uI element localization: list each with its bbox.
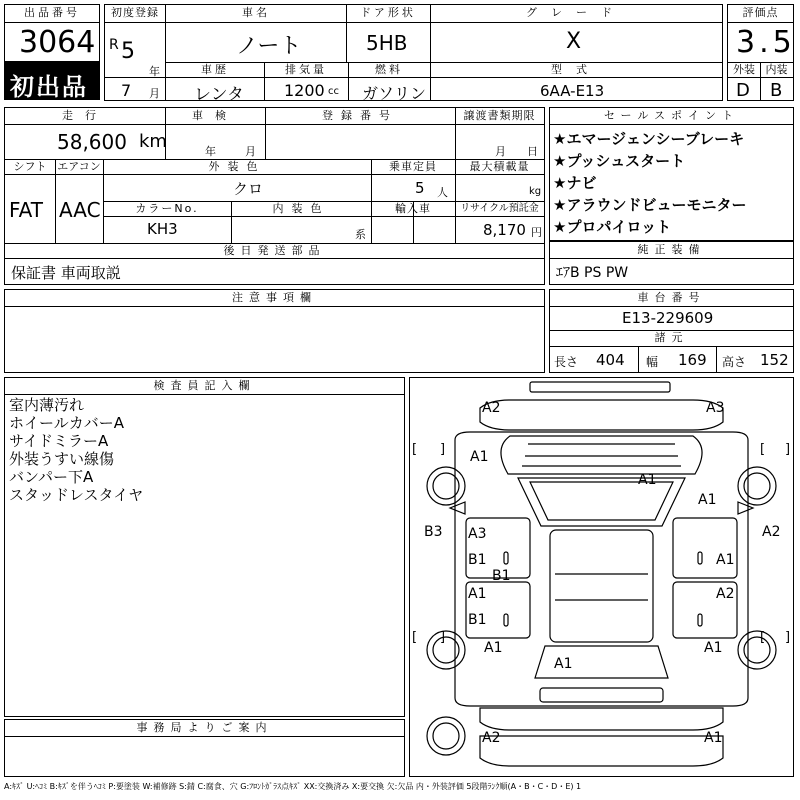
history-label: 車歴	[201, 63, 229, 76]
inspector-notes	[9, 396, 143, 504]
equipment-value: ｴｱB PS PW	[556, 265, 629, 281]
office-label: 事務局よりご案内	[136, 721, 273, 734]
inspection-label: 車検	[192, 109, 238, 122]
displacement-value: 1200	[284, 81, 325, 100]
car-diagram	[410, 378, 793, 776]
equipment-box	[549, 241, 794, 285]
reg-month: 7	[121, 81, 132, 100]
interior-label: 内装	[765, 63, 788, 76]
int-color-unit: 系	[355, 228, 366, 241]
color-no-value: KH3	[147, 220, 178, 238]
exterior-grade: D	[736, 80, 750, 101]
damage-mark: A1	[716, 552, 735, 568]
dims-label: 諸元	[654, 331, 689, 344]
capacity-value: 5	[415, 179, 425, 197]
office-box	[4, 719, 405, 777]
inspector-line: スタッドレスタイヤ	[9, 486, 144, 504]
recycle-value: 8,170	[483, 221, 526, 239]
shift-label: シフト	[13, 160, 47, 173]
damage-mark: A1	[470, 449, 489, 465]
selling-points-label: セールスポイント	[603, 109, 739, 122]
selling-point-item: ★プッシュスタート	[553, 152, 686, 170]
bracket-left-top: [	[412, 442, 418, 457]
color-no-label: カラーNo.	[135, 202, 199, 215]
damage-mark: A2	[482, 400, 501, 416]
inspector-line: 室内薄汚れ	[9, 396, 85, 414]
length-label: 長さ	[554, 355, 579, 369]
model-label: 型式	[551, 63, 601, 76]
recycle-label: リサイクル預託金	[460, 203, 539, 214]
selling-point-item: ★ナビ	[553, 174, 597, 192]
deadline-day-unit: 日	[527, 145, 538, 158]
bracket-right-top-close: ]	[785, 442, 791, 457]
damage-mark: A3	[468, 526, 487, 542]
width-value: 169	[678, 351, 707, 369]
height-value: 152	[760, 351, 789, 369]
insp-year-unit: 年	[205, 145, 216, 158]
damage-mark: B1	[468, 612, 487, 628]
import-label: 輸入車	[395, 202, 431, 215]
chassis-box	[549, 289, 794, 373]
inspector-box	[4, 377, 405, 717]
details-box	[4, 107, 545, 285]
lot-number-label: 出品番号	[24, 6, 80, 19]
damage-mark: A3	[706, 400, 725, 416]
selling-points-list	[553, 128, 746, 238]
bracket-left-bot-close: ]	[440, 630, 446, 645]
history-value: レンタ	[194, 85, 244, 105]
inspector-line: サイドミラーA	[9, 432, 109, 450]
later-parts-label: 後日発送部品	[223, 244, 326, 257]
chassis-label: 車台番号	[637, 291, 706, 304]
mileage-label: 走行	[62, 109, 108, 122]
grade-value: X	[566, 29, 582, 54]
lot-number-box	[4, 4, 100, 62]
chassis-number: E13-229609	[622, 309, 714, 327]
insp-month-unit: 月	[245, 145, 256, 158]
score-value: 3.5	[736, 25, 796, 60]
mileage-unit: km	[139, 131, 167, 152]
door-type: 5HB	[366, 31, 408, 55]
score-box	[727, 4, 794, 101]
recycle-unit: 円	[531, 226, 542, 239]
ext-color-value: クロ	[233, 180, 264, 198]
notes-box	[4, 289, 545, 373]
width-label: 幅	[646, 355, 659, 369]
damage-mark: A2	[716, 586, 735, 602]
damage-mark: A1	[484, 640, 503, 656]
height-label: 高さ	[722, 355, 747, 369]
deadline-month-unit: 月	[495, 145, 506, 158]
damage-mark: A2	[482, 730, 501, 746]
name-label: 車名	[242, 6, 270, 19]
length-value: 404	[596, 351, 625, 369]
shift-value: FAT	[9, 198, 44, 222]
selling-point-item: ★プロパイロット	[553, 218, 672, 236]
fuel-label: 燃料	[375, 63, 403, 76]
ac-label: エアコン	[57, 160, 101, 173]
selling-point-item: ★アラウンドビューモニター	[553, 196, 747, 214]
registration-box	[104, 4, 166, 101]
ac-value: AAC	[59, 198, 101, 222]
era: R	[109, 37, 119, 53]
car-name: ノート	[236, 34, 302, 59]
later-parts-value: 保証書 車両取説	[11, 264, 121, 282]
damage-mark: B3	[424, 524, 443, 540]
bracket-right-top: [	[760, 442, 766, 457]
mileage-value: 58,600	[57, 130, 127, 154]
bracket-right-bot: [	[760, 630, 766, 645]
displacement-unit: cc	[328, 86, 339, 97]
int-color-label: 内装色	[272, 202, 330, 215]
reg-year: 5	[121, 39, 135, 64]
interior-grade: B	[770, 80, 783, 101]
bracket-left-top-close: ]	[440, 442, 446, 457]
selling-points-box	[549, 107, 794, 241]
damage-mark: B1	[492, 568, 511, 584]
damage-mark: A1	[704, 730, 723, 746]
load-unit: kg	[529, 186, 542, 197]
door-label: ドア形状	[360, 6, 416, 19]
capacity-label: 乗車定員	[389, 160, 437, 173]
lot-number: 3064	[19, 25, 96, 60]
ext-color-label: 外装色	[208, 160, 266, 173]
damage-mark: A1	[698, 492, 717, 508]
inspector-label: 検査員記入欄	[153, 379, 256, 392]
damage-mark: A1	[704, 640, 723, 656]
selling-point-item: ★エマージェンシーブレーキ	[553, 130, 745, 148]
first-listing-badge: 初出品	[4, 62, 100, 100]
vehicle-info-box	[165, 4, 723, 105]
displacement-label: 排気量	[285, 63, 327, 76]
model-value: 6AA-E13	[540, 82, 605, 100]
load-label: 最大積載量	[469, 160, 530, 173]
fuel-value: ガソリン	[362, 84, 427, 103]
capacity-unit: 人	[437, 186, 448, 199]
inspector-line: バンパー下A	[9, 468, 94, 486]
damage-diagram-box	[409, 377, 794, 777]
reg-year-unit: 年	[149, 65, 160, 78]
bracket-left-bot: [	[412, 630, 418, 645]
damage-mark: A2	[762, 524, 781, 540]
score-label: 評価点	[742, 6, 779, 19]
damage-mark: A1	[554, 656, 573, 672]
bracket-right-bot-close: ]	[785, 630, 791, 645]
equipment-label: 純正装備	[637, 243, 706, 256]
damage-mark: A1	[468, 586, 487, 602]
grade-label: グレード	[526, 6, 626, 19]
reg-month-unit: 月	[149, 87, 160, 100]
deadline-label: 譲渡書類期限	[463, 109, 536, 122]
damage-mark: A1	[638, 472, 657, 488]
inspector-line: ホイールカバーA	[9, 414, 124, 432]
reg-no-label: 登録番号	[322, 109, 398, 122]
exterior-label: 外装	[733, 63, 755, 76]
notes-label: 注意事項欄	[232, 291, 317, 304]
legend: A:ｷｽﾞ U:ﾍｺﾐ B:ｷｽﾞを伴うﾍｺﾐ P:要塗装 W:補修跡 S:錆 C:腐食、穴 G:ﾌﾛﾝﾄｶﾞﾗｽ点ｷｽﾞ XX:交換済み X:要交換 欠:欠品 内・外装評価 5段階ﾗﾝｸ順(A・B・C・D・E) 1	[4, 782, 582, 791]
damage-mark: B1	[468, 552, 487, 568]
reg-label: 初度登録	[111, 6, 159, 19]
inspector-line: 外装うすい線傷	[9, 450, 115, 468]
